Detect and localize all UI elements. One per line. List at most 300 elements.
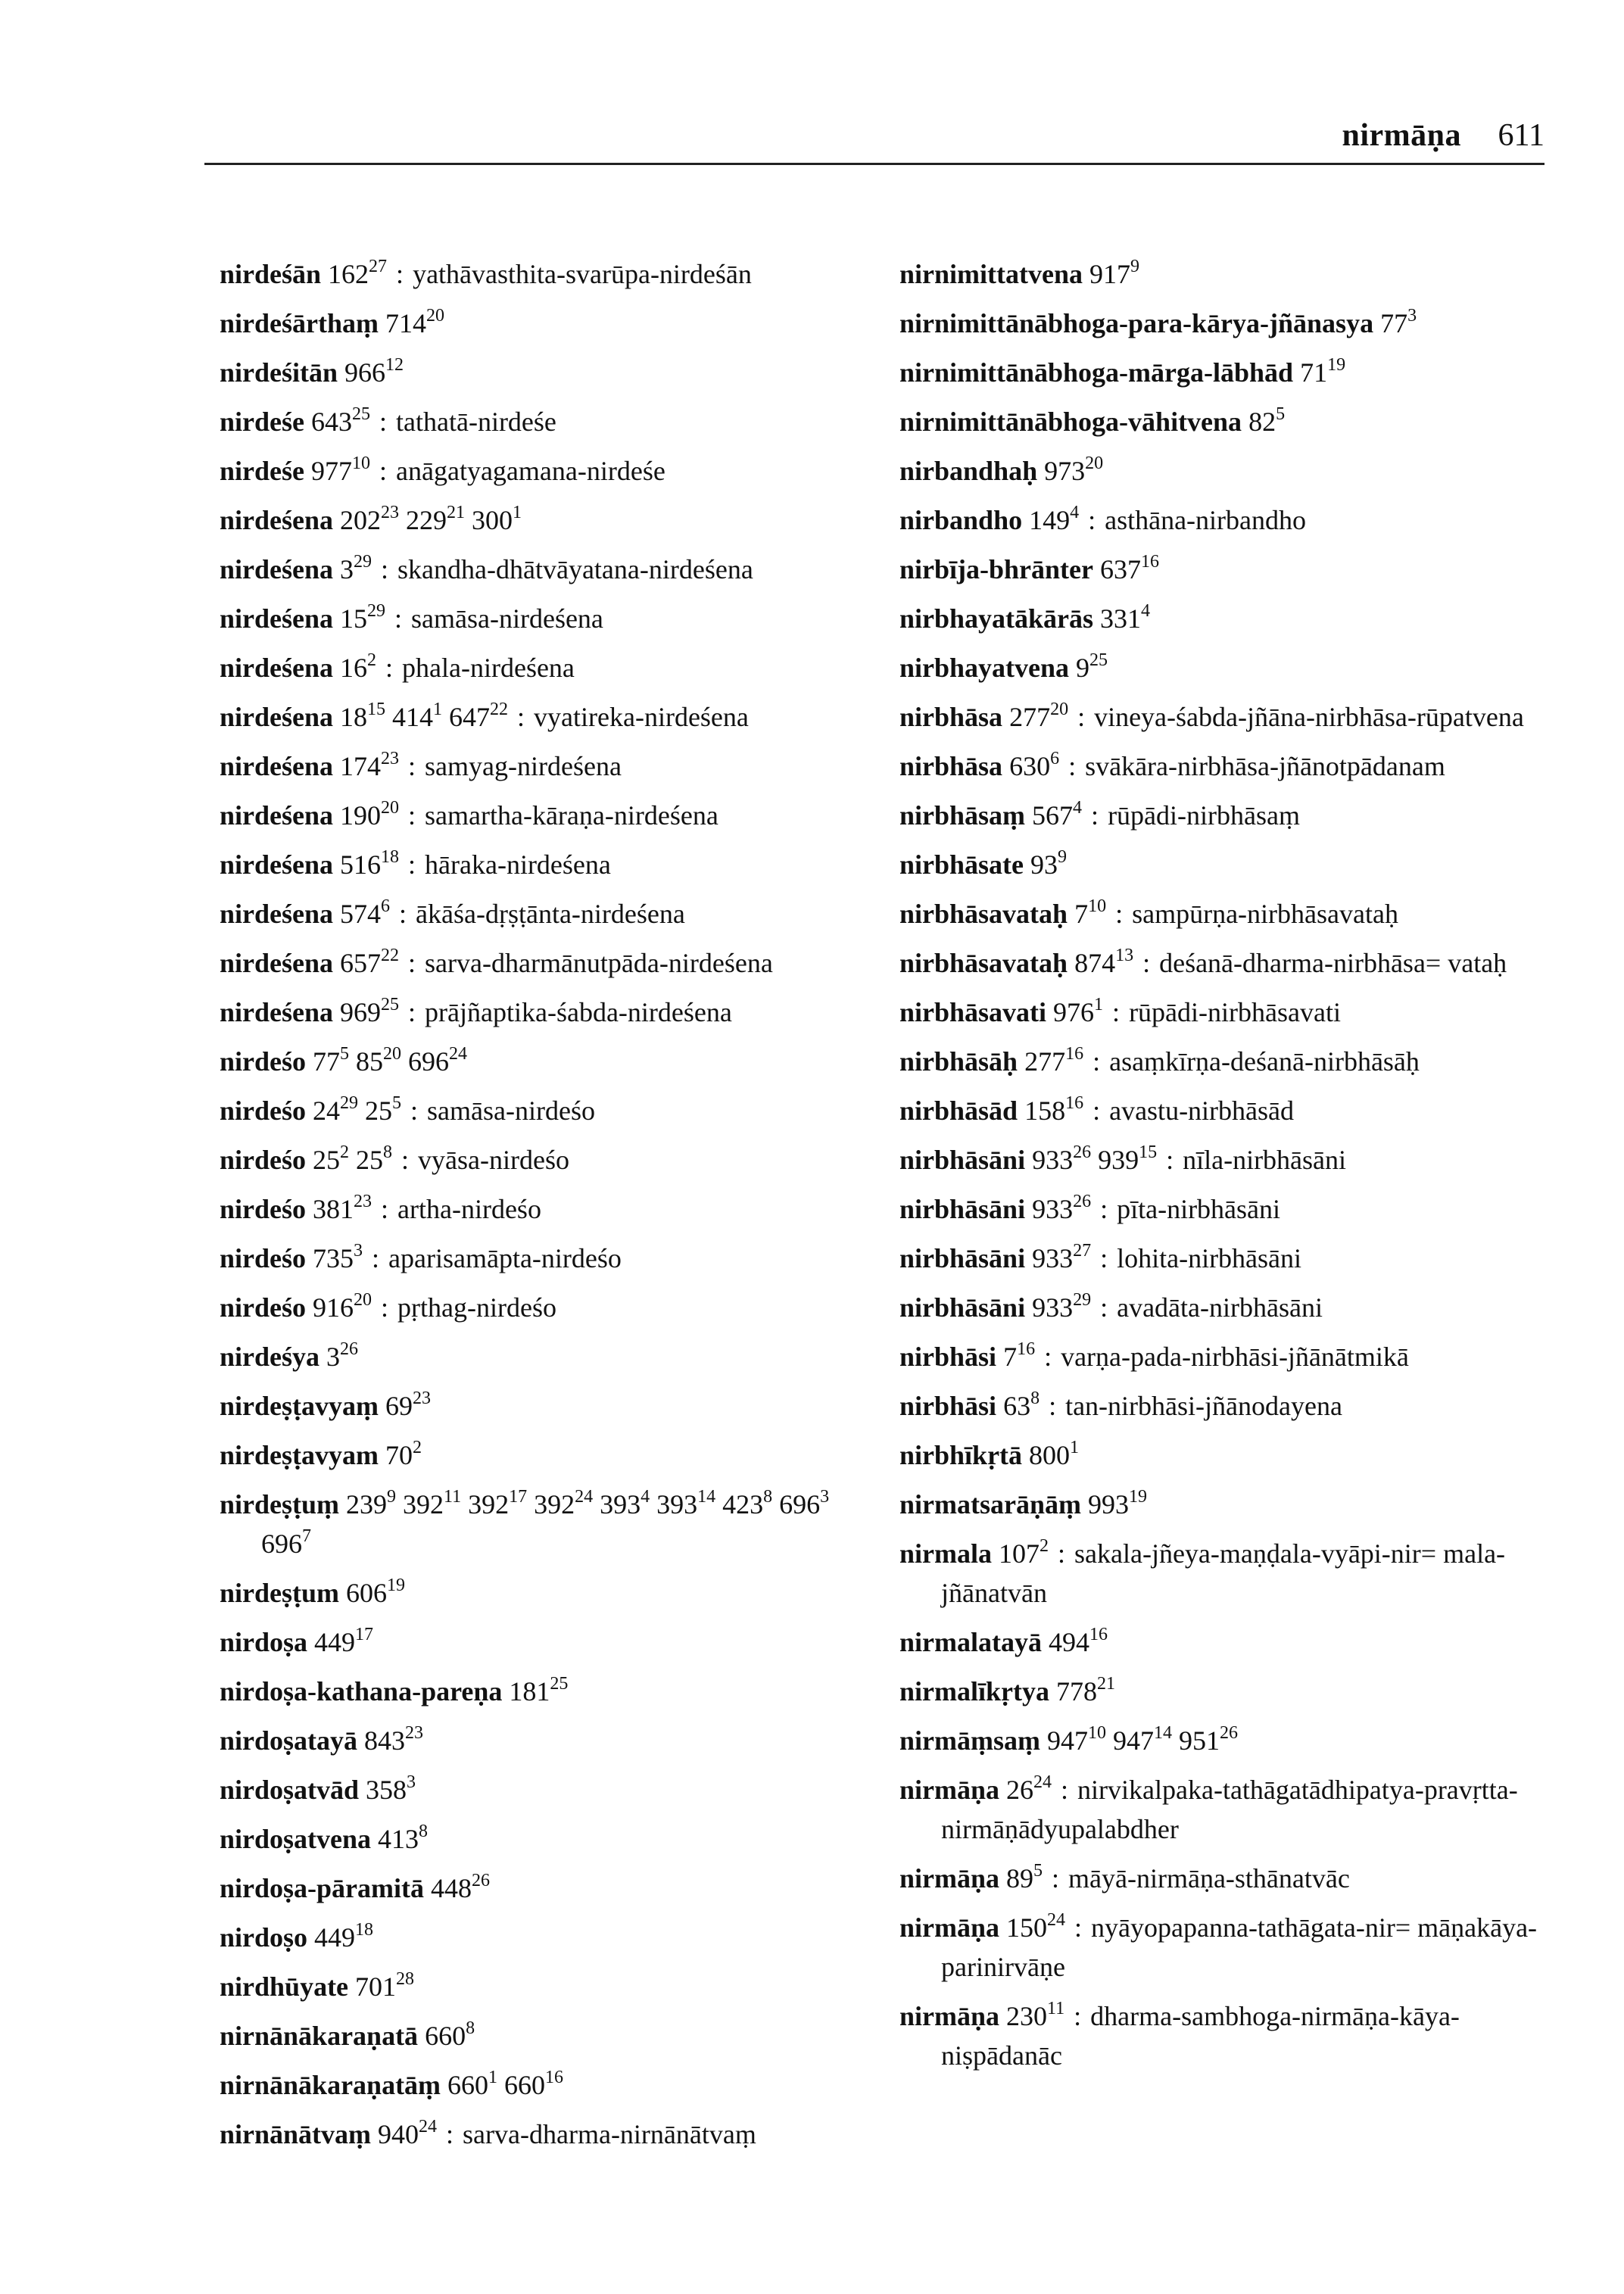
entry-references: [1006, 2001, 1064, 2031]
reference-page: 449: [314, 1627, 356, 1657]
gloss-separator: :: [408, 751, 416, 781]
entry-references: [366, 1772, 416, 1805]
entry-headword: nirdoṣa: [220, 1627, 308, 1657]
reference-line: 28: [396, 1969, 415, 1989]
index-entry: [220, 742, 878, 791]
reference-line: 4: [1073, 798, 1083, 818]
entry-references: [313, 1243, 363, 1273]
index-entry: [220, 1480, 878, 1569]
reference-line: 16: [1141, 552, 1159, 572]
index-entry: [220, 644, 878, 693]
reference-line: 10: [1087, 1723, 1106, 1743]
entry-headword: nirdeśo: [220, 1096, 307, 1126]
gloss-separator: :: [1058, 1538, 1066, 1569]
entry-headword: nirdeṣṭavyaṃ: [220, 1391, 379, 1421]
reference-page: 229: [406, 505, 447, 535]
gloss-separator: :: [1061, 1775, 1069, 1805]
page-header: [204, 110, 1545, 165]
index-entry: [220, 1618, 878, 1667]
entry-references: [340, 751, 399, 781]
entry-gloss: tathatā-nirdeśe: [396, 407, 556, 437]
entry-gloss: prājñaptika-śabda-nirdeśena: [425, 997, 732, 1027]
entry-references: [340, 849, 399, 880]
entry-references: [1030, 849, 1067, 880]
reference-page: 940: [378, 2119, 419, 2149]
reference-page: 358: [366, 1775, 407, 1805]
entry-gloss: nirvikalpaka-tathāgatādhipatya-pravṛtta-nirmāṇādyupalabdher: [941, 1775, 1518, 1844]
reference-page: 300: [472, 505, 513, 535]
entry-gloss: anāgatyagamana-nirdeśe: [396, 456, 665, 486]
index-entry: [220, 1234, 878, 1283]
index-entry: [220, 496, 878, 545]
index-entry: [899, 791, 1551, 840]
reference-page: 77: [1380, 308, 1408, 338]
index-entry: [899, 1618, 1551, 1667]
index-entry: [220, 545, 878, 594]
entry-headword: nirdeśena: [220, 997, 334, 1027]
reference-line: 22: [381, 946, 400, 965]
reference-line: 18: [355, 1920, 374, 1940]
entry-references: [340, 554, 372, 584]
gloss-separator: :: [372, 1243, 380, 1273]
entry-references: [999, 1538, 1049, 1569]
index-entry: [899, 1086, 1551, 1136]
index-entry: [899, 693, 1551, 742]
reference-line: 8: [466, 2018, 475, 2038]
index-entry: [899, 1037, 1551, 1086]
reference-line: 25: [1089, 650, 1108, 670]
entry-headword: nirdeśo: [220, 1243, 307, 1273]
entry-headword: nirbhāsāni: [899, 1243, 1026, 1273]
index-entry: [220, 1185, 878, 1234]
reference-line: 18: [381, 847, 400, 867]
reference-line: 21: [447, 503, 466, 522]
index-entry: [220, 890, 878, 939]
reference-line: 13: [1115, 946, 1134, 965]
index-entry: [899, 1529, 1551, 1618]
reference-page: 778: [1055, 1676, 1097, 1706]
reference-page: 93: [1030, 849, 1058, 880]
reference-page: 69: [385, 1391, 413, 1421]
reference-page: 89: [1006, 1863, 1034, 1893]
reference-page: 63: [1003, 1391, 1031, 1421]
entry-references: [1032, 1292, 1091, 1323]
reference-line: 1: [513, 503, 522, 522]
entry-headword: nirdeśya: [220, 1342, 320, 1372]
index-entry: [220, 2012, 878, 2061]
reference-page: 647: [449, 702, 491, 732]
index-entry: [220, 1667, 878, 1716]
index-entry: [899, 1766, 1551, 1854]
gloss-separator: :: [394, 603, 403, 634]
reference-page: 9: [1076, 653, 1090, 683]
entry-headword: nirdeṣṭuṃ: [220, 1489, 340, 1519]
reference-line: 10: [352, 454, 370, 473]
index-entry: [899, 890, 1551, 939]
entry-headword: nirbhāsa: [899, 751, 1003, 781]
reference-page: 82: [1248, 407, 1276, 437]
entry-headword: nirbhāsaṃ: [899, 800, 1026, 831]
reference-page: 331: [1100, 603, 1142, 634]
reference-line: 23: [381, 749, 400, 768]
index-entry: [899, 299, 1551, 348]
entry-headword: nirdeśo: [220, 1292, 307, 1323]
entry-headword: nirdeśo: [220, 1046, 307, 1077]
entry-references: [1003, 1391, 1040, 1421]
reference-line: 3: [354, 1241, 363, 1261]
entry-headword: nirbhāsāni: [899, 1145, 1026, 1175]
entry-gloss: sampūrṇa-nirbhāsavataḥ: [1132, 899, 1398, 929]
index-entry: [220, 1382, 878, 1431]
gloss-separator: :: [1077, 702, 1086, 732]
entry-references: [509, 1676, 568, 1706]
reference-page: 933: [1032, 1194, 1074, 1224]
reference-line: 29: [367, 601, 386, 621]
entry-headword: nirdeśena: [220, 948, 334, 978]
reference-page: 657: [340, 948, 382, 978]
index-entry: [220, 1086, 878, 1136]
gloss-separator: :: [1052, 1863, 1060, 1893]
entry-gloss: sarva-dharma-nirnānātvaṃ: [463, 2119, 756, 2149]
reference-page: 660: [504, 2070, 546, 2100]
entry-references: [1032, 800, 1082, 831]
entry-headword: nirmalatayā: [899, 1627, 1042, 1657]
entry-headword: nirbhāsate: [899, 849, 1024, 880]
page-number: 611: [1498, 118, 1545, 153]
index-entry: [899, 447, 1551, 496]
reference-page: 916: [313, 1292, 354, 1323]
reference-line: 5: [340, 1044, 350, 1064]
reference-page: 448: [431, 1873, 472, 1903]
reference-page: 973: [1044, 456, 1086, 486]
entry-gloss: skandha-dhātvāyatana-nirdeśena: [397, 554, 753, 584]
reference-line: 23: [413, 1389, 431, 1408]
entry-gloss: avadāta-nirbhāsāni: [1117, 1292, 1323, 1323]
entry-gloss: sarva-dharmānutpāda-nirdeśena: [425, 948, 773, 978]
index-entry: [220, 1332, 878, 1382]
entry-gloss: aparisamāpta-nirdeśo: [388, 1243, 622, 1273]
entry-gloss: lohita-nirbhāsāni: [1117, 1243, 1302, 1273]
entry-references: [328, 259, 387, 289]
reference-line: 8: [419, 1822, 429, 1841]
entry-gloss: dharma-sambhoga-nirmāṇa-kāya-niṣpādanāc: [941, 2001, 1460, 2071]
entry-gloss: pṛthag-nirdeśo: [397, 1292, 556, 1323]
gloss-separator: :: [1091, 800, 1099, 831]
entry-references: [1088, 1489, 1147, 1519]
entry-headword: nirbhāsavataḥ: [899, 899, 1068, 929]
entry-headword: nirdoṣa-kathana-pareṇa: [220, 1676, 503, 1706]
reference-line: 24: [419, 2117, 438, 2137]
gloss-separator: :: [379, 456, 388, 486]
reference-page: 939: [1098, 1145, 1139, 1175]
reference-line: 7: [302, 1526, 311, 1546]
entry-references: [346, 1578, 405, 1608]
entry-references: [340, 505, 522, 535]
gloss-separator: :: [379, 407, 388, 437]
index-entry: [899, 1667, 1551, 1716]
reference-line: 4: [1141, 601, 1151, 621]
reference-line: 6: [1050, 749, 1060, 768]
index-column-left: [220, 250, 878, 2159]
index-column-right: [899, 250, 1551, 2080]
reference-line: 20: [426, 306, 444, 326]
entry-references: [364, 1725, 423, 1756]
reference-page: 413: [378, 1824, 419, 1854]
reference-page: 516: [340, 849, 382, 880]
entry-headword: nirnānākaraṇatā: [220, 2021, 419, 2051]
reference-page: 25: [356, 1145, 384, 1175]
entry-headword: nirbhāsāni: [899, 1292, 1026, 1323]
entry-headword: nirdhūyate: [220, 1971, 349, 2002]
reference-line: 9: [1130, 257, 1139, 276]
entry-headword: nirbhāsāni: [899, 1194, 1026, 1224]
entry-references: [1076, 650, 1108, 683]
entry-headword: nirbandho: [899, 505, 1023, 535]
entry-headword: nirdeśena: [220, 702, 334, 732]
reference-page: 202: [340, 505, 382, 535]
reference-line: 9: [1058, 847, 1068, 867]
reference-line: 29: [1073, 1290, 1092, 1310]
gloss-separator: :: [1093, 1096, 1101, 1126]
entry-headword: nirdoṣatvād: [220, 1775, 360, 1805]
entry-references: [261, 1489, 829, 1559]
entry-references: [340, 603, 385, 634]
entry-headword: nirbhāsi: [899, 1391, 997, 1421]
entry-references: [1006, 1772, 1052, 1805]
reference-page: 966: [344, 357, 386, 388]
entry-references: [1300, 357, 1345, 388]
entry-references: [1032, 1243, 1091, 1273]
entry-references: [313, 1093, 402, 1126]
index-entry: [899, 1992, 1551, 2080]
entry-references: [340, 650, 377, 683]
entry-headword: nirnimittānābhoga-para-kārya-jñānasya: [899, 308, 1374, 338]
entry-gloss: samartha-kāraṇa-nirdeśena: [425, 800, 718, 831]
reference-page: 158: [1024, 1096, 1066, 1126]
gloss-separator: :: [1049, 1391, 1057, 1421]
reference-line: 5: [1276, 404, 1286, 424]
reference-line: 26: [472, 1871, 490, 1890]
entry-references: [340, 702, 508, 732]
entry-references: [1032, 1194, 1091, 1224]
reference-line: 23: [405, 1723, 424, 1743]
index-entry: [899, 1382, 1551, 1431]
entry-headword: nirdeśena: [220, 653, 334, 683]
index-entry: [220, 397, 878, 447]
reference-page: 162: [328, 259, 369, 289]
gloss-separator: :: [381, 1292, 389, 1323]
reference-line: 16: [1017, 1339, 1036, 1359]
reference-line: 1: [433, 700, 443, 719]
entry-references: [1089, 259, 1139, 289]
index-entry: [899, 1185, 1551, 1234]
entry-references: [1056, 1676, 1115, 1706]
reference-line: 15: [1139, 1142, 1158, 1162]
reference-page: 800: [1029, 1440, 1071, 1470]
entry-headword: nirbīja-bhrānter: [899, 554, 1093, 584]
reference-line: 10: [1088, 896, 1107, 916]
entry-references: [1029, 1440, 1079, 1470]
gloss-separator: :: [1068, 751, 1077, 781]
reference-line: 22: [490, 700, 509, 719]
gloss-separator: :: [408, 948, 416, 978]
reference-line: 19: [387, 1576, 406, 1595]
entry-headword: nirmalīkṛtya: [899, 1676, 1049, 1706]
running-head: nirmāṇa: [1342, 118, 1461, 153]
entry-headword: nirdeṣṭum: [220, 1578, 340, 1608]
reference-page: 25: [313, 1145, 341, 1175]
entry-references: [1044, 456, 1103, 486]
gloss-separator: :: [396, 259, 404, 289]
entry-headword: nirnānākaraṇatāṃ: [220, 2070, 441, 2100]
reference-page: 414: [392, 702, 434, 732]
reference-line: 25: [352, 404, 370, 424]
reference-line: 19: [1327, 355, 1346, 375]
reference-line: 2: [1040, 1536, 1049, 1556]
reference-line: 11: [1047, 1999, 1065, 2018]
gloss-separator: :: [381, 554, 389, 584]
reference-line: 20: [383, 1044, 402, 1064]
reference-page: 181: [509, 1676, 550, 1706]
index-entry: [220, 299, 878, 348]
reference-line: 16: [545, 2068, 564, 2087]
gloss-separator: :: [408, 997, 416, 1027]
reference-page: 7: [1074, 899, 1089, 929]
entry-headword: nirdeśena: [220, 505, 334, 535]
entry-headword: nirnimittānābhoga-mārga-lābhād: [899, 357, 1294, 388]
reference-line: 23: [354, 1192, 372, 1211]
reference-line: 5: [1033, 1861, 1043, 1881]
index-entry: [220, 2061, 878, 2110]
entry-references: [1380, 308, 1417, 338]
reference-page: 947: [1112, 1725, 1154, 1756]
reference-page: 277: [1009, 702, 1051, 732]
entry-gloss: nīla-nirbhāsāni: [1183, 1145, 1347, 1175]
reference-page: 969: [340, 997, 382, 1027]
entry-headword: nirdeśitān: [220, 357, 338, 388]
index-entry: [220, 1136, 878, 1185]
entry-headword: nirdeśe: [220, 407, 304, 437]
entry-gloss: rūpādi-nirbhāsaṃ: [1108, 800, 1300, 831]
entry-headword: nirmala: [899, 1538, 992, 1569]
reference-page: 174: [340, 751, 382, 781]
index-entry: [220, 1815, 878, 1864]
index-entry: [899, 250, 1551, 299]
reference-page: 701: [355, 1971, 397, 2002]
reference-line: 14: [1153, 1723, 1172, 1743]
reference-page: 381: [313, 1194, 354, 1224]
reference-line: 2: [367, 650, 377, 670]
entry-gloss: vineya-śabda-jñāna-nirbhāsa-rūpatvena: [1094, 702, 1524, 732]
reference-line: 20: [381, 798, 400, 818]
index-entry: [899, 742, 1551, 791]
entry-references: [340, 800, 399, 831]
index-entry: [220, 988, 878, 1037]
entry-references: [1024, 1093, 1084, 1126]
reference-page: 977: [311, 456, 352, 486]
reference-line: 20: [354, 1290, 372, 1310]
entry-references: [313, 1046, 467, 1077]
gloss-separator: :: [1166, 1145, 1174, 1175]
entry-references: [313, 1194, 372, 1224]
gloss-separator: :: [1093, 1046, 1101, 1077]
reference-page: 933: [1032, 1145, 1074, 1175]
reference-page: 7: [1003, 1342, 1018, 1372]
entry-references: [1006, 1863, 1043, 1893]
reference-page: 993: [1087, 1489, 1129, 1519]
gloss-separator: :: [1074, 1912, 1083, 1943]
entry-headword: nirmatsarāṇāṃ: [899, 1489, 1081, 1519]
entry-gloss: asthāna-nirbandho: [1105, 505, 1307, 535]
reference-line: 23: [381, 503, 400, 522]
reference-page: 714: [385, 308, 426, 338]
index-entry: [899, 840, 1551, 890]
reference-line: 21: [1096, 1674, 1115, 1694]
entry-gloss: tan-nirbhāsi-jñānodayena: [1065, 1391, 1342, 1421]
entry-headword: nirmāṇa: [899, 1775, 1000, 1805]
reference-page: 606: [346, 1578, 388, 1608]
entry-headword: nirbhāsād: [899, 1096, 1018, 1126]
reference-page: 637: [1100, 554, 1141, 584]
index-entry: [899, 1234, 1551, 1283]
entry-headword: nirdeśena: [220, 899, 334, 929]
reference-page: 3: [326, 1342, 341, 1372]
entry-headword: nirbhayatvena: [899, 653, 1070, 683]
index-entry: [220, 250, 878, 299]
entry-headword: nirmāṇa: [899, 1863, 1000, 1893]
entry-gloss: asaṃkīrṇa-deśanā-nirbhāsāḥ: [1109, 1046, 1420, 1077]
entry-references: [1074, 948, 1133, 978]
index-entry: [220, 348, 878, 397]
entry-gloss: samyag-nirdeśena: [425, 751, 622, 781]
index-entry: [899, 1136, 1551, 1185]
reference-line: 24: [1033, 1772, 1052, 1792]
entry-references: [313, 1292, 372, 1323]
reference-line: 16: [1065, 1093, 1084, 1113]
entry-references: [1024, 1046, 1083, 1077]
reference-line: 8: [1030, 1389, 1040, 1408]
entry-headword: nirdeśena: [220, 603, 334, 634]
entry-headword: nirbhayatākārās: [899, 603, 1094, 634]
entry-references: [1049, 1627, 1108, 1657]
entry-headword: nirbhāsa: [899, 702, 1003, 732]
entry-headword: nirdeśān: [220, 259, 322, 289]
gloss-separator: :: [408, 849, 416, 880]
entry-gloss: yathāvasthita-svarūpa-nirdeśān: [413, 259, 752, 289]
reference-line: 25: [550, 1674, 569, 1694]
reference-page: 696: [261, 1529, 302, 1559]
reference-page: 933: [1032, 1292, 1074, 1323]
entry-references: [311, 456, 370, 486]
entry-headword: nirdeśena: [220, 800, 334, 831]
reference-page: 933: [1032, 1243, 1074, 1273]
index-entry: [899, 1283, 1551, 1332]
reference-page: 392: [534, 1489, 575, 1519]
entry-gloss: samāsa-nirdeśo: [427, 1096, 595, 1126]
reference-page: 107: [999, 1538, 1040, 1569]
gloss-separator: :: [1074, 2001, 1082, 2031]
reference-page: 423: [722, 1489, 764, 1519]
entry-headword: nirmāṇa: [899, 2001, 1000, 2031]
reference-page: 18: [340, 702, 368, 732]
gloss-separator: :: [517, 702, 525, 732]
entry-gloss: pīta-nirbhāsāni: [1117, 1194, 1281, 1224]
reference-page: 843: [364, 1725, 406, 1756]
entry-headword: nirbhīkṛtā: [899, 1440, 1023, 1470]
reference-line: 11: [444, 1487, 462, 1507]
reference-page: 150: [1006, 1912, 1048, 1943]
entry-references: [425, 2018, 475, 2051]
